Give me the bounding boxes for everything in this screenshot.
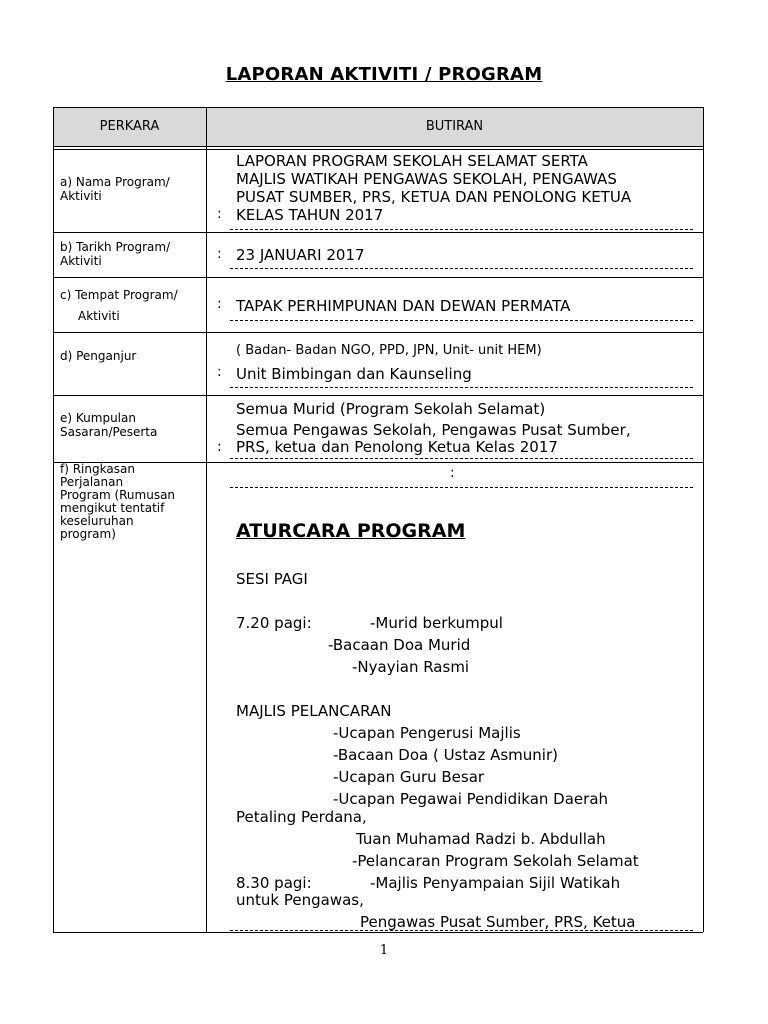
kumpulan-line-1: Semua Murid (Program Sekolah Selamat) — [236, 400, 546, 418]
table-border-top — [53, 107, 703, 108]
label-tempat-program-line2: Aktiviti — [78, 309, 120, 323]
penganjur-value: Unit Bimbingan dan Kaunseling — [236, 365, 472, 383]
table-border-bottom — [53, 932, 703, 933]
document-title: LAPORAN AKTIVITI / PROGRAM — [225, 64, 543, 85]
agenda-item: -Murid berkumpul — [370, 614, 503, 632]
kumpulan-line-3: PRS, ketua dan Penolong Ketua Kelas 2017 — [236, 438, 558, 456]
dotted-line — [230, 930, 693, 931]
agenda-majlis: MAJLIS PELANCARAN — [236, 702, 392, 720]
colon: : — [450, 465, 455, 481]
header-butiran: BUTIRAN — [425, 119, 484, 134]
agenda-sesi: SESI PAGI — [236, 570, 308, 588]
agenda-item: Petaling Perdana, — [236, 808, 367, 826]
agenda-heading: ATURCARA PROGRAM — [236, 520, 466, 542]
tarikh-value: 23 JANUARI 2017 — [236, 246, 365, 264]
agenda-item: -Pelancaran Program Sekolah Selamat — [352, 852, 639, 870]
agenda-item: Tuan Muhamad Radzi b. Abdullah — [356, 830, 606, 848]
agenda-item: -Ucapan Pegawai Pendidikan Daerah — [333, 790, 609, 808]
agenda-item: untuk Pengawas, — [236, 891, 364, 909]
page-number: 1 — [379, 943, 389, 958]
colon: : — [217, 206, 222, 222]
penganjur-note: ( Badan- Badan NGO, PPD, JPN, Unit- unit HEM) — [236, 343, 542, 358]
dotted-line — [230, 320, 693, 321]
dotted-line — [230, 229, 693, 230]
table-row-divider — [53, 277, 703, 278]
header-perkara: PERKARA — [99, 119, 160, 134]
dotted-line — [230, 387, 693, 388]
agenda-time-1: 7.20 pagi: — [236, 614, 312, 632]
dotted-line — [230, 487, 693, 488]
label-penganjur: d) Penganjur — [60, 349, 137, 363]
label-tarikh-program: b) Tarikh Program/ Aktiviti — [60, 240, 171, 268]
dotted-line — [230, 458, 693, 459]
agenda-item: Pengawas Pusat Sumber, PRS, Ketua — [360, 913, 636, 931]
table-border-right — [703, 107, 704, 932]
table-column-divider — [206, 107, 207, 932]
colon: : — [217, 296, 222, 312]
dotted-line — [230, 268, 693, 269]
kumpulan-line-2: Semua Pengawas Sekolah, Pengawas Pusat Sumber, — [236, 421, 631, 439]
agenda-item: -Majlis Penyampaian Sijil Watikah — [370, 874, 621, 892]
label-tempat-program: c) Tempat Program/ — [60, 288, 178, 302]
colon: : — [217, 246, 222, 262]
nama-program-value: LAPORAN PROGRAM SEKOLAH SELAMAT SERTA MAJLIS WATIKAH PENGAWAS SEKOLAH, PENGAWAS PUSAT SUMBER, PRS, KETUA DAN PENOLONG KETUA KELAS TAHUN 2017 — [236, 152, 632, 224]
agenda-time-2: 8.30 pagi: — [236, 874, 312, 892]
table-row-divider — [53, 232, 703, 233]
agenda-item: -Bacaan Doa ( Ustaz Asmunir) — [333, 746, 558, 764]
agenda-item: -Nyayian Rasmi — [352, 658, 470, 676]
label-nama-program: a) Nama Program/ Aktiviti — [60, 175, 170, 203]
agenda-item: -Bacaan Doa Murid — [328, 636, 471, 654]
label-ringkasan: f) Ringkasan Perjalanan Program (Rumusan mengikut tentatif keseluruhan program) — [60, 462, 176, 541]
table-row-divider — [53, 332, 703, 333]
agenda-item: -Ucapan Guru Besar — [333, 768, 485, 786]
table-border-left — [53, 107, 54, 932]
agenda-item: -Ucapan Pengerusi Majlis — [333, 724, 521, 742]
colon: : — [217, 364, 222, 380]
tempat-value: TAPAK PERHIMPUNAN DAN DEWAN PERMATA — [236, 297, 571, 315]
table-row-divider — [53, 395, 703, 396]
colon: : — [217, 439, 222, 455]
label-kumpulan-sasaran: e) Kumpulan Sasaran/Peserta — [60, 411, 158, 439]
table-row-divider — [53, 146, 703, 147]
table-row-divider — [53, 149, 703, 150]
